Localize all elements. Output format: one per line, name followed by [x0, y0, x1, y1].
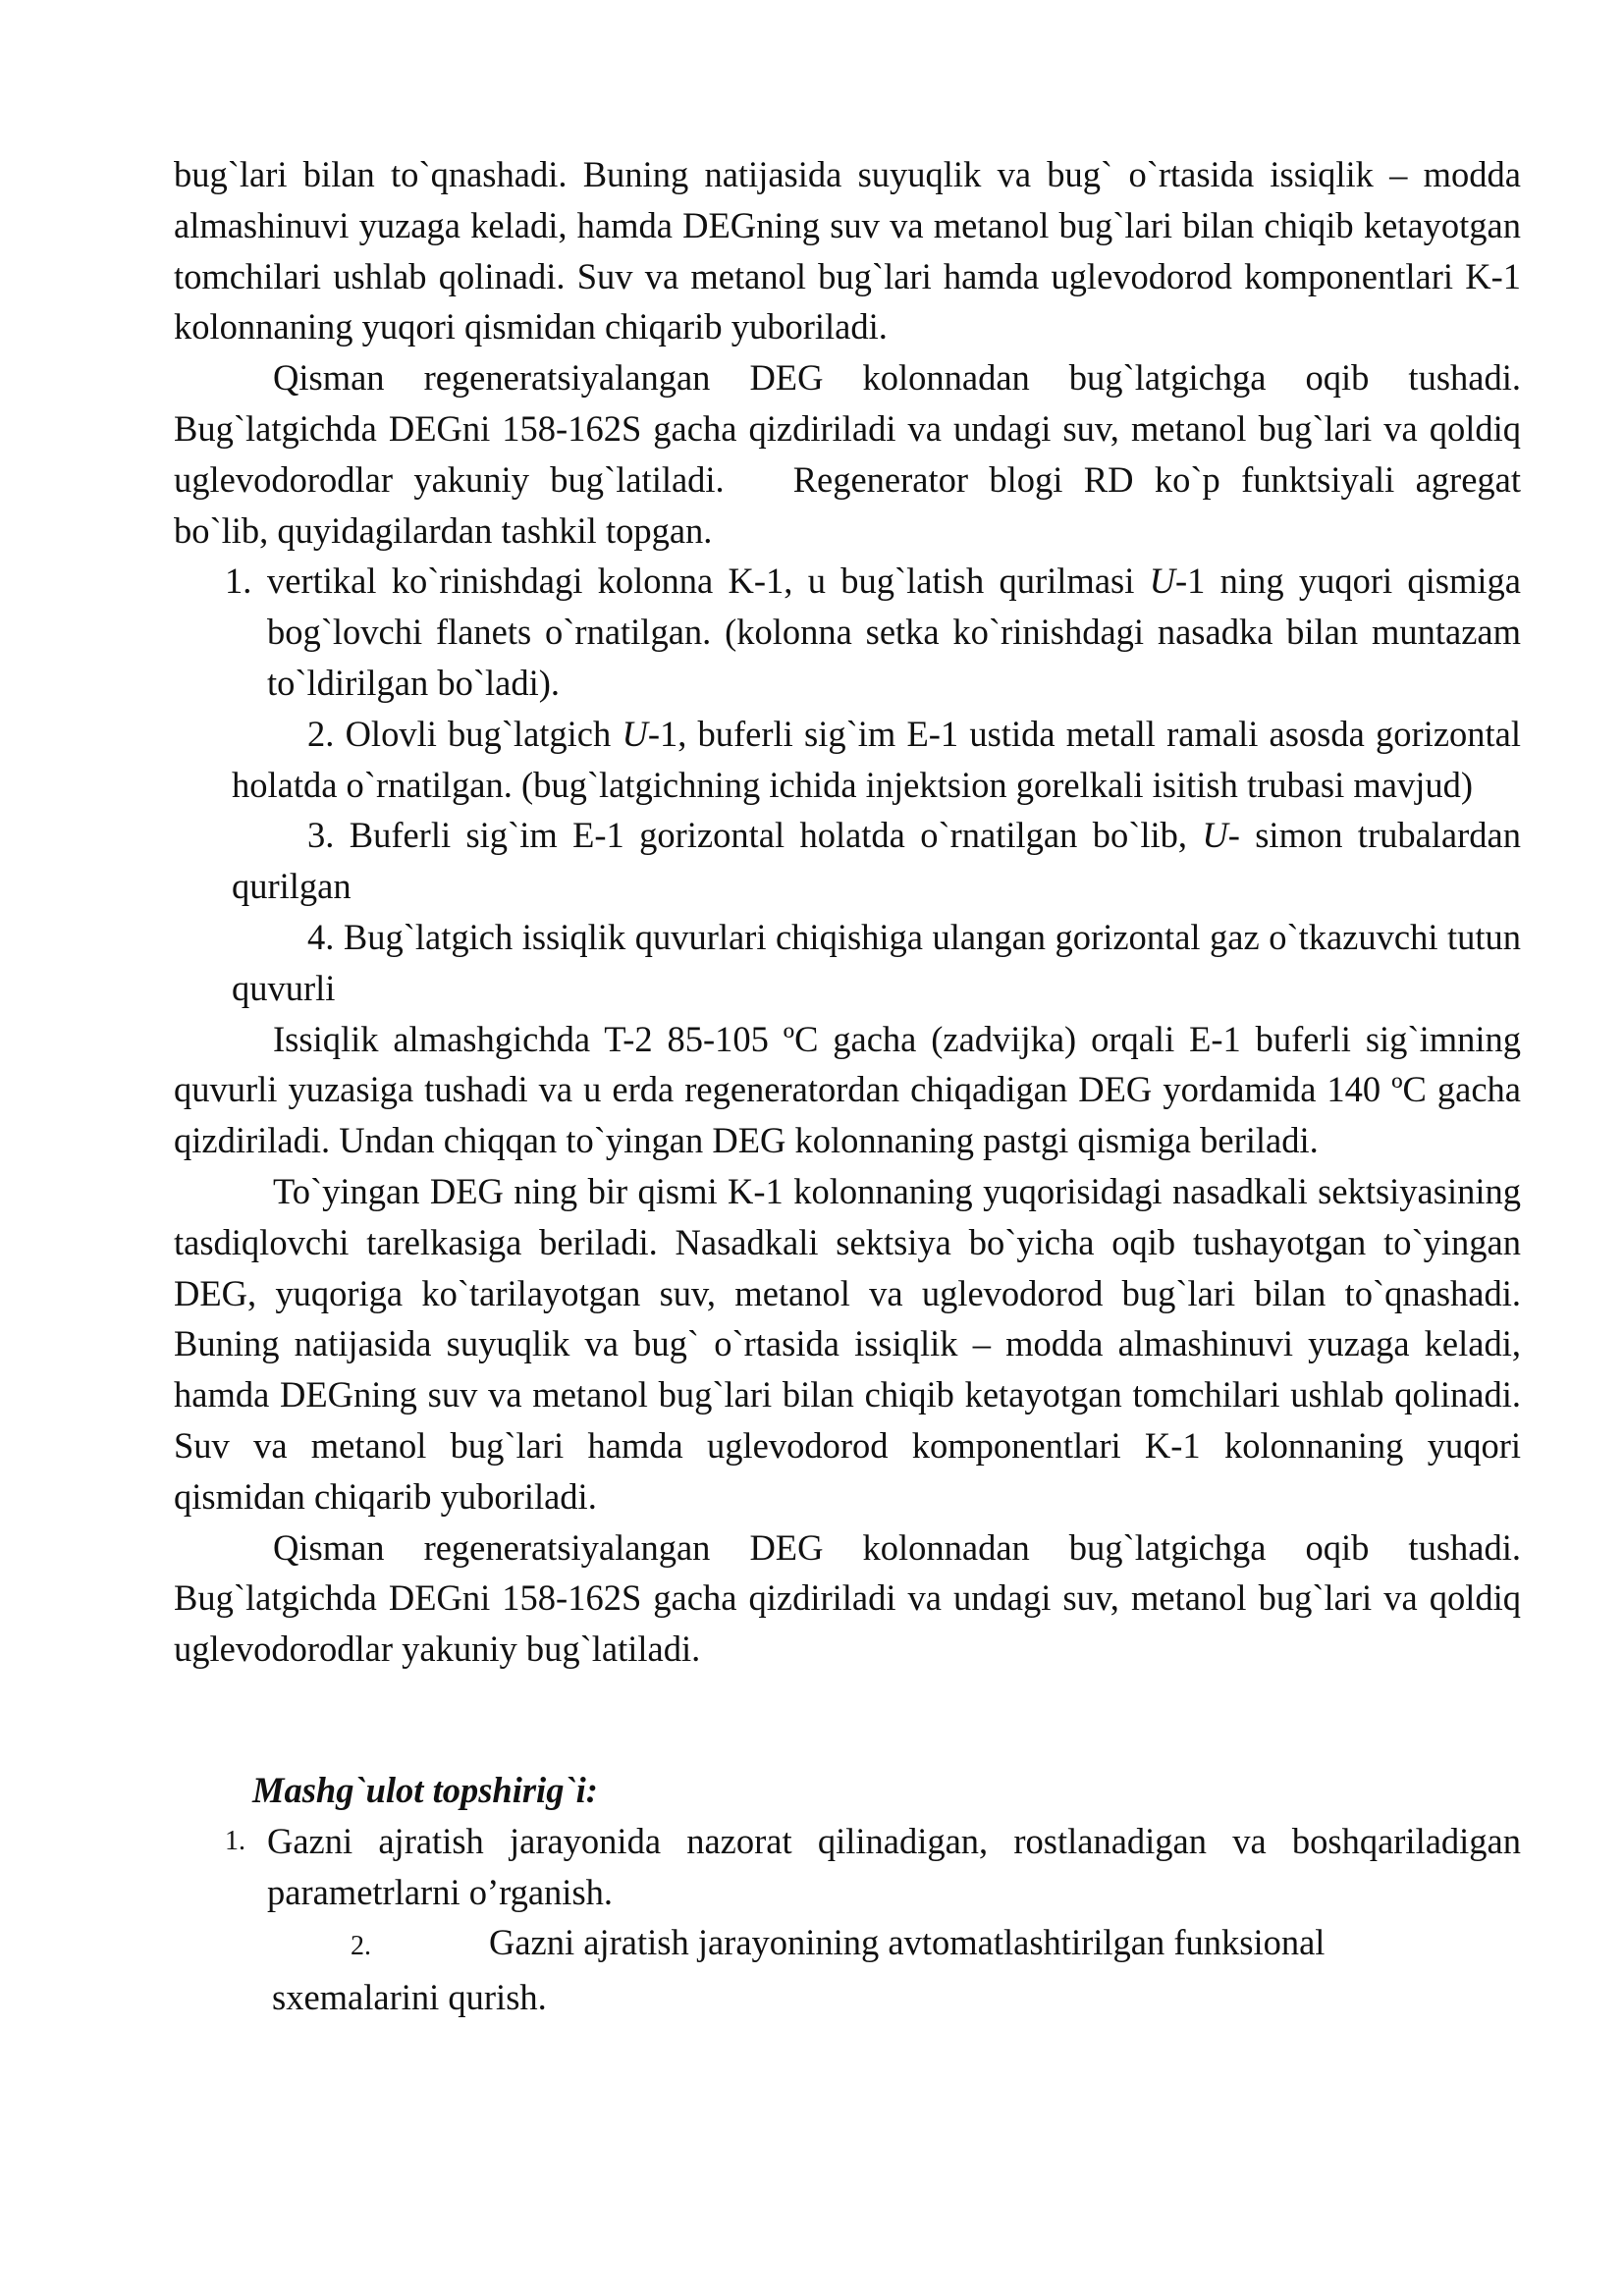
paragraph-regeneration-text: Qisman regeneratsiyalangan DEG kolonnadan bug`latgichga oqib tushadi. Bug`latgichda DEGni 158-162S gacha qizdiriladi va undagi suv, metanol bug`lari va qoldiq uglevodorodlar yakuniy bug`latiladi. [174, 357, 1521, 500]
equipment-list-item-4: 4. Bug`latgich issiqlik quvurlari chiqishiga ulangan gorizontal gaz o`tkazuvchi tutun quvurli [232, 916, 1522, 1008]
paragraph-saturated-deg: To`yingan DEG ning bir qismi K-1 kolonnaning yuqorisidagi nasadkali sektsiyasining tasdiqlovchi tarelkasiga beriladi. Nasadkali sektsiya bo`yicha oqib tushayotgan to`yingan DEG, yuqoriga ko`tarilayotgan suv, metanol va uglevodorod bug`lari bilan to`qnashadi. Buning natijasida suyuqlik va bug` o`rtasida issiqlik – modda almashinuvi yuzaga keladi, hamda DEGning suv va metanol bug`lari bilan chiqib ketayotgan tomchilari ushlab qolinadi. Suv va metanol bug`lari hamda uglevodorod komponentlari K-1 kolonnaning yuqori qismidan chiqarib yuboriladi. [174, 1170, 1521, 1517]
list-number: 3. [307, 815, 335, 856]
section-spacer [174, 1675, 1521, 1765]
equipment-list-item-1 [174, 556, 1521, 708]
page-content [174, 149, 1521, 2023]
paragraph-heat-exchanger: Issiqlik almashgichda T-2 85-105 ºC gacha (zadvijka) orqali E-1 buferli sig`imning quvurli yuzasiga tushadi va u erda regeneratordan chiqadigan DEG yordamida 140 ºC gacha qizdiriladi. Undan chiqqan to`yingan DEG kolonnaning pastgi qismiga beriladi. [174, 1018, 1521, 1161]
task-heading: Mashg`ulot topshirig`i: [252, 1769, 598, 1810]
task-text-line-2: sxemalarini qurish. [272, 1977, 547, 2018]
equipment-list-item-3: 3. Buferli sig`im E-1 gorizontal holatda o`rnatilgan bo`lib, U- simon trubalardan qurilgan [232, 815, 1521, 907]
task-list-item-2 [174, 1917, 1521, 2023]
task-text: Gazni ajratish jarayonida nazorat qilinadigan, rostlanadigan va boshqariladigan parametrlarni o’rganish. [267, 1820, 1521, 1912]
paragraph-regenerator-block: Regenerator blogi RD ko`p funktsiyali agregat bo`lib, quyidagilardan tashkil topgan. [174, 458, 1521, 551]
task-number: 2. [351, 1931, 371, 1962]
list-number: 1. [225, 561, 252, 602]
list-number: 4. [307, 916, 335, 957]
list-number: 2. [307, 713, 335, 754]
task-list-item-1 [174, 1816, 1521, 1918]
paragraph-partial-regeneration: Qisman regeneratsiyalangan DEG kolonnadan bug`latgichga oqib tushadi. Bug`latgichda DEGni 158-162S gacha qizdiriladi va undagi suv, metanol bug`lari va qoldiq uglevodorodlar yakuniy bug`latiladi. [174, 1526, 1521, 1670]
task-text-line-1: Gazni ajratish jarayonining avtomatlashtirilgan funksional [489, 1922, 1326, 1963]
paragraph-regeneration [174, 352, 1521, 556]
list-text: vertikal ko`rinishdagi kolonna K-1, u bug`latish qurilmasi U-1 ning yuqori qismiga bog`lovchi flanets o`rnatilgan. (kolonna setka ko`rinishdagi nasadka bilan muntazam to`ldirilgan bo`ladi). [267, 561, 1521, 703]
equipment-list-item-2: 2. Olovli bug`latgich U-1, buferli sig`im E-1 ustida metall ramali asosda gorizontal holatda o`rnatilgan. (bug`latgichning ichida injektsion gorelkali isitish trubasi mavjud) [232, 713, 1521, 805]
paragraph-continuation: bug`lari bilan to`qnashadi. Buning natijasida suyuqlik va bug` o`rtasida issiqlik – modda almashinuvi yuzaga keladi, hamda DEGning suv va metanol bug`lari bilan chiqib ketayotgan tomchilari ushlab qolinadi. Suv va metanol bug`lari hamda uglevodorod komponentlari K-1 kolonnaning yuqori qismidan chiqarib yuboriladi. [174, 154, 1521, 347]
task-number: 1. [225, 1825, 245, 1856]
